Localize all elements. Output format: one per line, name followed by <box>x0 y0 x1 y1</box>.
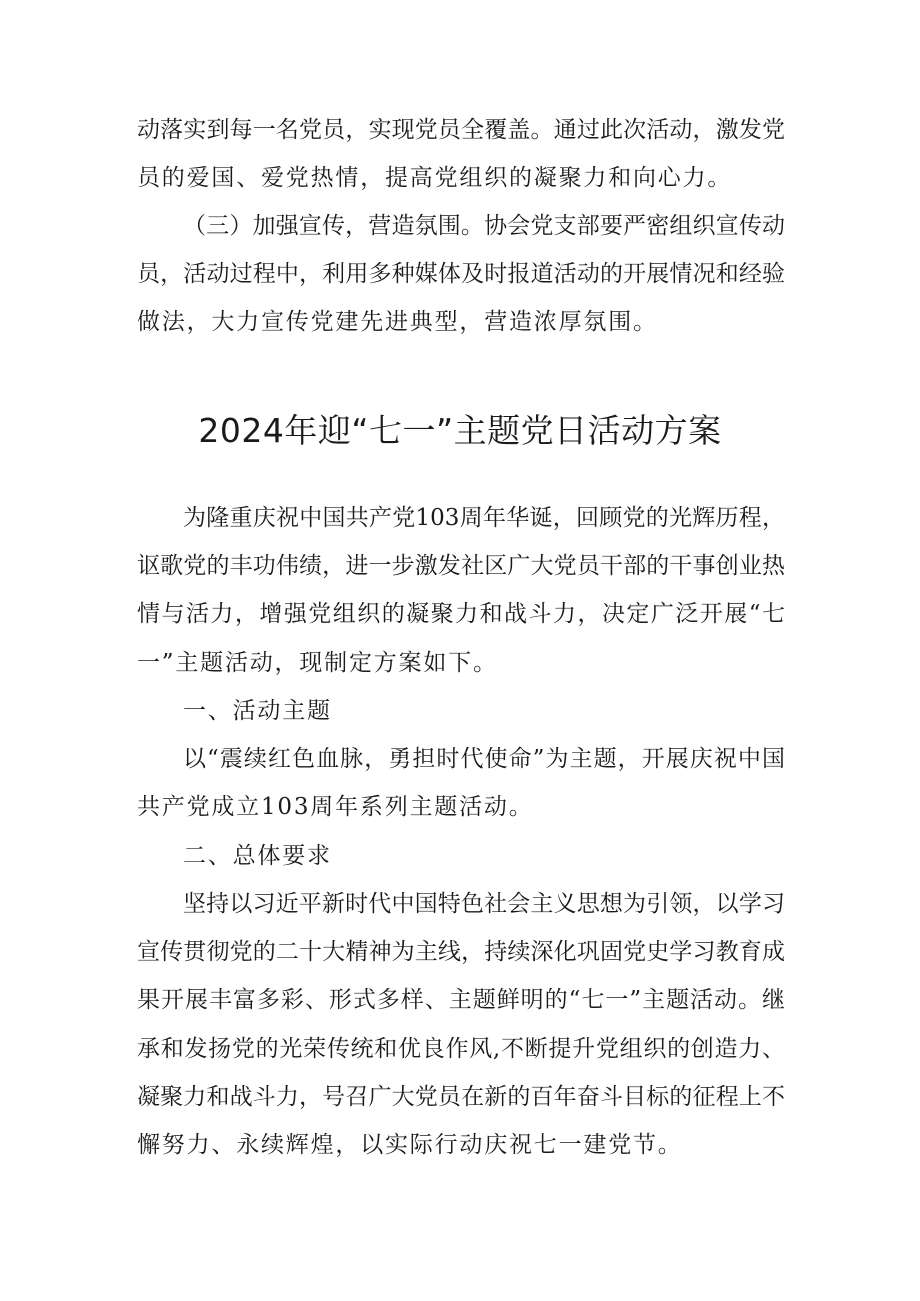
paragraph-line: 凝聚力和战斗力，号召广大党员在新的百年奋斗目标的征程上不 <box>137 1084 785 1110</box>
paragraph-line: 共产党成立103周年系列主题活动。 <box>137 794 534 820</box>
paragraph-line: 员，活动过程中，利用多种媒体及时报道活动的开展情况和经验 <box>137 261 785 287</box>
paragraph-line: 坚持以习近平新时代中国特色社会主义思想为引领，以学习 <box>183 891 785 917</box>
paragraph-line: 一”主题活动，现制定方案如下。 <box>137 650 498 676</box>
paragraph-line: 宣传贯彻党的二十大精神为主线，持续深化巩固党史学习教育成 <box>137 939 785 965</box>
section-heading: 二、总体要求 <box>183 843 332 869</box>
paragraph-line: 员的爱国、爱党热情，提高党组织的凝聚力和向心力。 <box>137 165 733 191</box>
paragraph-line: （三）加强宣传，营造氛围。协会党支部要严密组织宣传动 <box>183 213 785 239</box>
paragraph-line: 讴歌党的丰功伟绩，进一步激发社区广大党员干部的干事创业热 <box>137 553 785 579</box>
document-title: 2024年迎“七一”主题党日活动方案 <box>198 411 722 450</box>
paragraph-line: 懈努力、永续辉煌，以实际行动庆祝七一建党节。 <box>137 1132 683 1158</box>
paragraph-line: 情与活力，增强党组织的凝聚力和战斗力，决定广泛开展“七 <box>137 601 785 627</box>
paragraph-line: 为隆重庆祝中国共产党103周年华诞，回顾党的光辉历程， <box>183 505 785 531</box>
paragraph-line: 动落实到每一名党员，实现党员全覆盖。通过此次活动，激发党 <box>137 117 785 143</box>
paragraph-line: 以“震续红色血脉，勇担时代使命”为主题，开展庆祝中国 <box>183 746 785 772</box>
paragraph-line: 做法，大力宣传党建先进典型，营造浓厚氛围。 <box>137 309 658 335</box>
paragraph-line: 果开展丰富多彩、形式多样、主题鲜明的“七一”主题活动。继 <box>137 987 785 1013</box>
section-heading: 一、活动主题 <box>183 698 332 724</box>
paragraph-line: 承和发扬党的光荣传统和优良作风,不断提升党组织的创造力、 <box>137 1036 785 1062</box>
